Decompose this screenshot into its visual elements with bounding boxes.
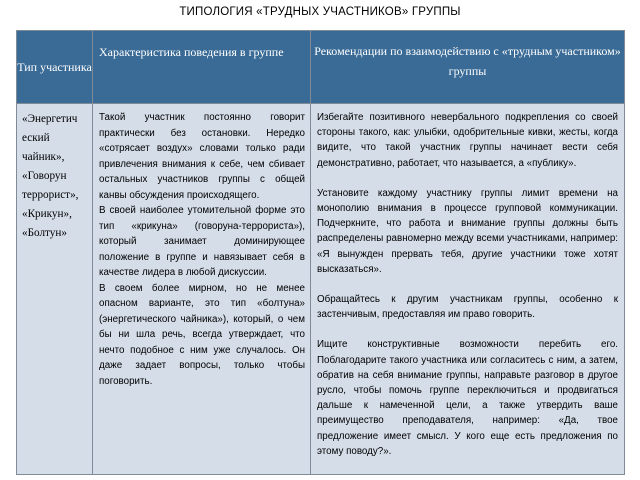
type-line: «Говорун: [22, 170, 67, 182]
characteristic-paragraph: Такой участник постоянно говорит практически без остановки. Нередко «сотрясает воздух» словами только ради привлечения внимания к себе, чем сбивает остальных участников группы с общей канвы обсуждения происходящего.: [99, 112, 305, 201]
table-header-row: [17, 31, 625, 104]
recommendation-paragraph: Установите каждому участнику группы лимит времени на монополию внимания в процессе групповой коммуникации. Подчеркните, что работа и внимание группы должны быть распределены равномерно между всеми участниками, например: «Я вынужден прервать тебя, другие участники тоже хотят высказаться».: [317, 187, 618, 275]
recommendation-paragraph: Ищите конструктивные возможности перебить его. Поблагодарите такого участника или согласитесь с ним, а затем, обратив на себя внимание группы, направьте разговор в другое русло, чтобы помочь группе переключиться и продвигаться дальше к намеченной цели, а также утвердить ваше преимущество преподавателя, например: «Да, твое предложение имеет смысл. У кого еще есть предложения по этому поводу?».: [317, 339, 618, 457]
header-type: Тип участника: [17, 31, 93, 104]
header-characteristic: Характеристика поведения в группе: [93, 31, 311, 104]
page-title: ТИПОЛОГИЯ «ТРУДНЫХ УЧАСТНИКОВ» ГРУППЫ: [179, 6, 461, 18]
type-line: чайник»,: [22, 151, 65, 163]
type-line: «Энергетич: [22, 113, 78, 125]
type-line: террорист»,: [22, 189, 79, 201]
table-row: [17, 104, 625, 475]
type-cell: [17, 104, 93, 475]
characteristic-cell: [93, 104, 311, 475]
characteristic-paragraph: В своем более мирном, но не менее опасном варианте, это тип «болтуна» (энергетического чайника»), который, о чем бы ни шла речь, всегда утверждает, что нечто подобное с ним уже случалось. Он даже задает вопросы, только чтобы поговорить.: [99, 282, 305, 387]
recommendations-cell: [311, 104, 625, 475]
typology-table: [16, 30, 625, 475]
type-line: «Крикун»,: [22, 208, 72, 220]
recommendation-paragraph: Избегайте позитивного невербального подкрепления со своей стороны такого, как: улыбки, одобрительные кивки, жесты, когда видите, что такой участник группы начинает вести себя демонстративно, работает, что называется, а «публику».: [317, 112, 618, 169]
type-line: еский: [22, 132, 50, 144]
characteristic-paragraph: В своей наиболее утомительной форме это тип «крикуна» (говоруна-террориста»), который занимает доминирующее положение в группе и навязывает себя в качестве лидера в любой дискуссии.: [99, 205, 305, 278]
header-recommendations: Рекомендации по взаимодействию с «трудным участником» группы: [311, 31, 625, 104]
recommendation-paragraph: Обращайтесь к другим участникам группы, особенно к застенчивым, предоставляя им право говорить.: [317, 294, 618, 321]
type-line: «Болтун»: [22, 227, 67, 239]
